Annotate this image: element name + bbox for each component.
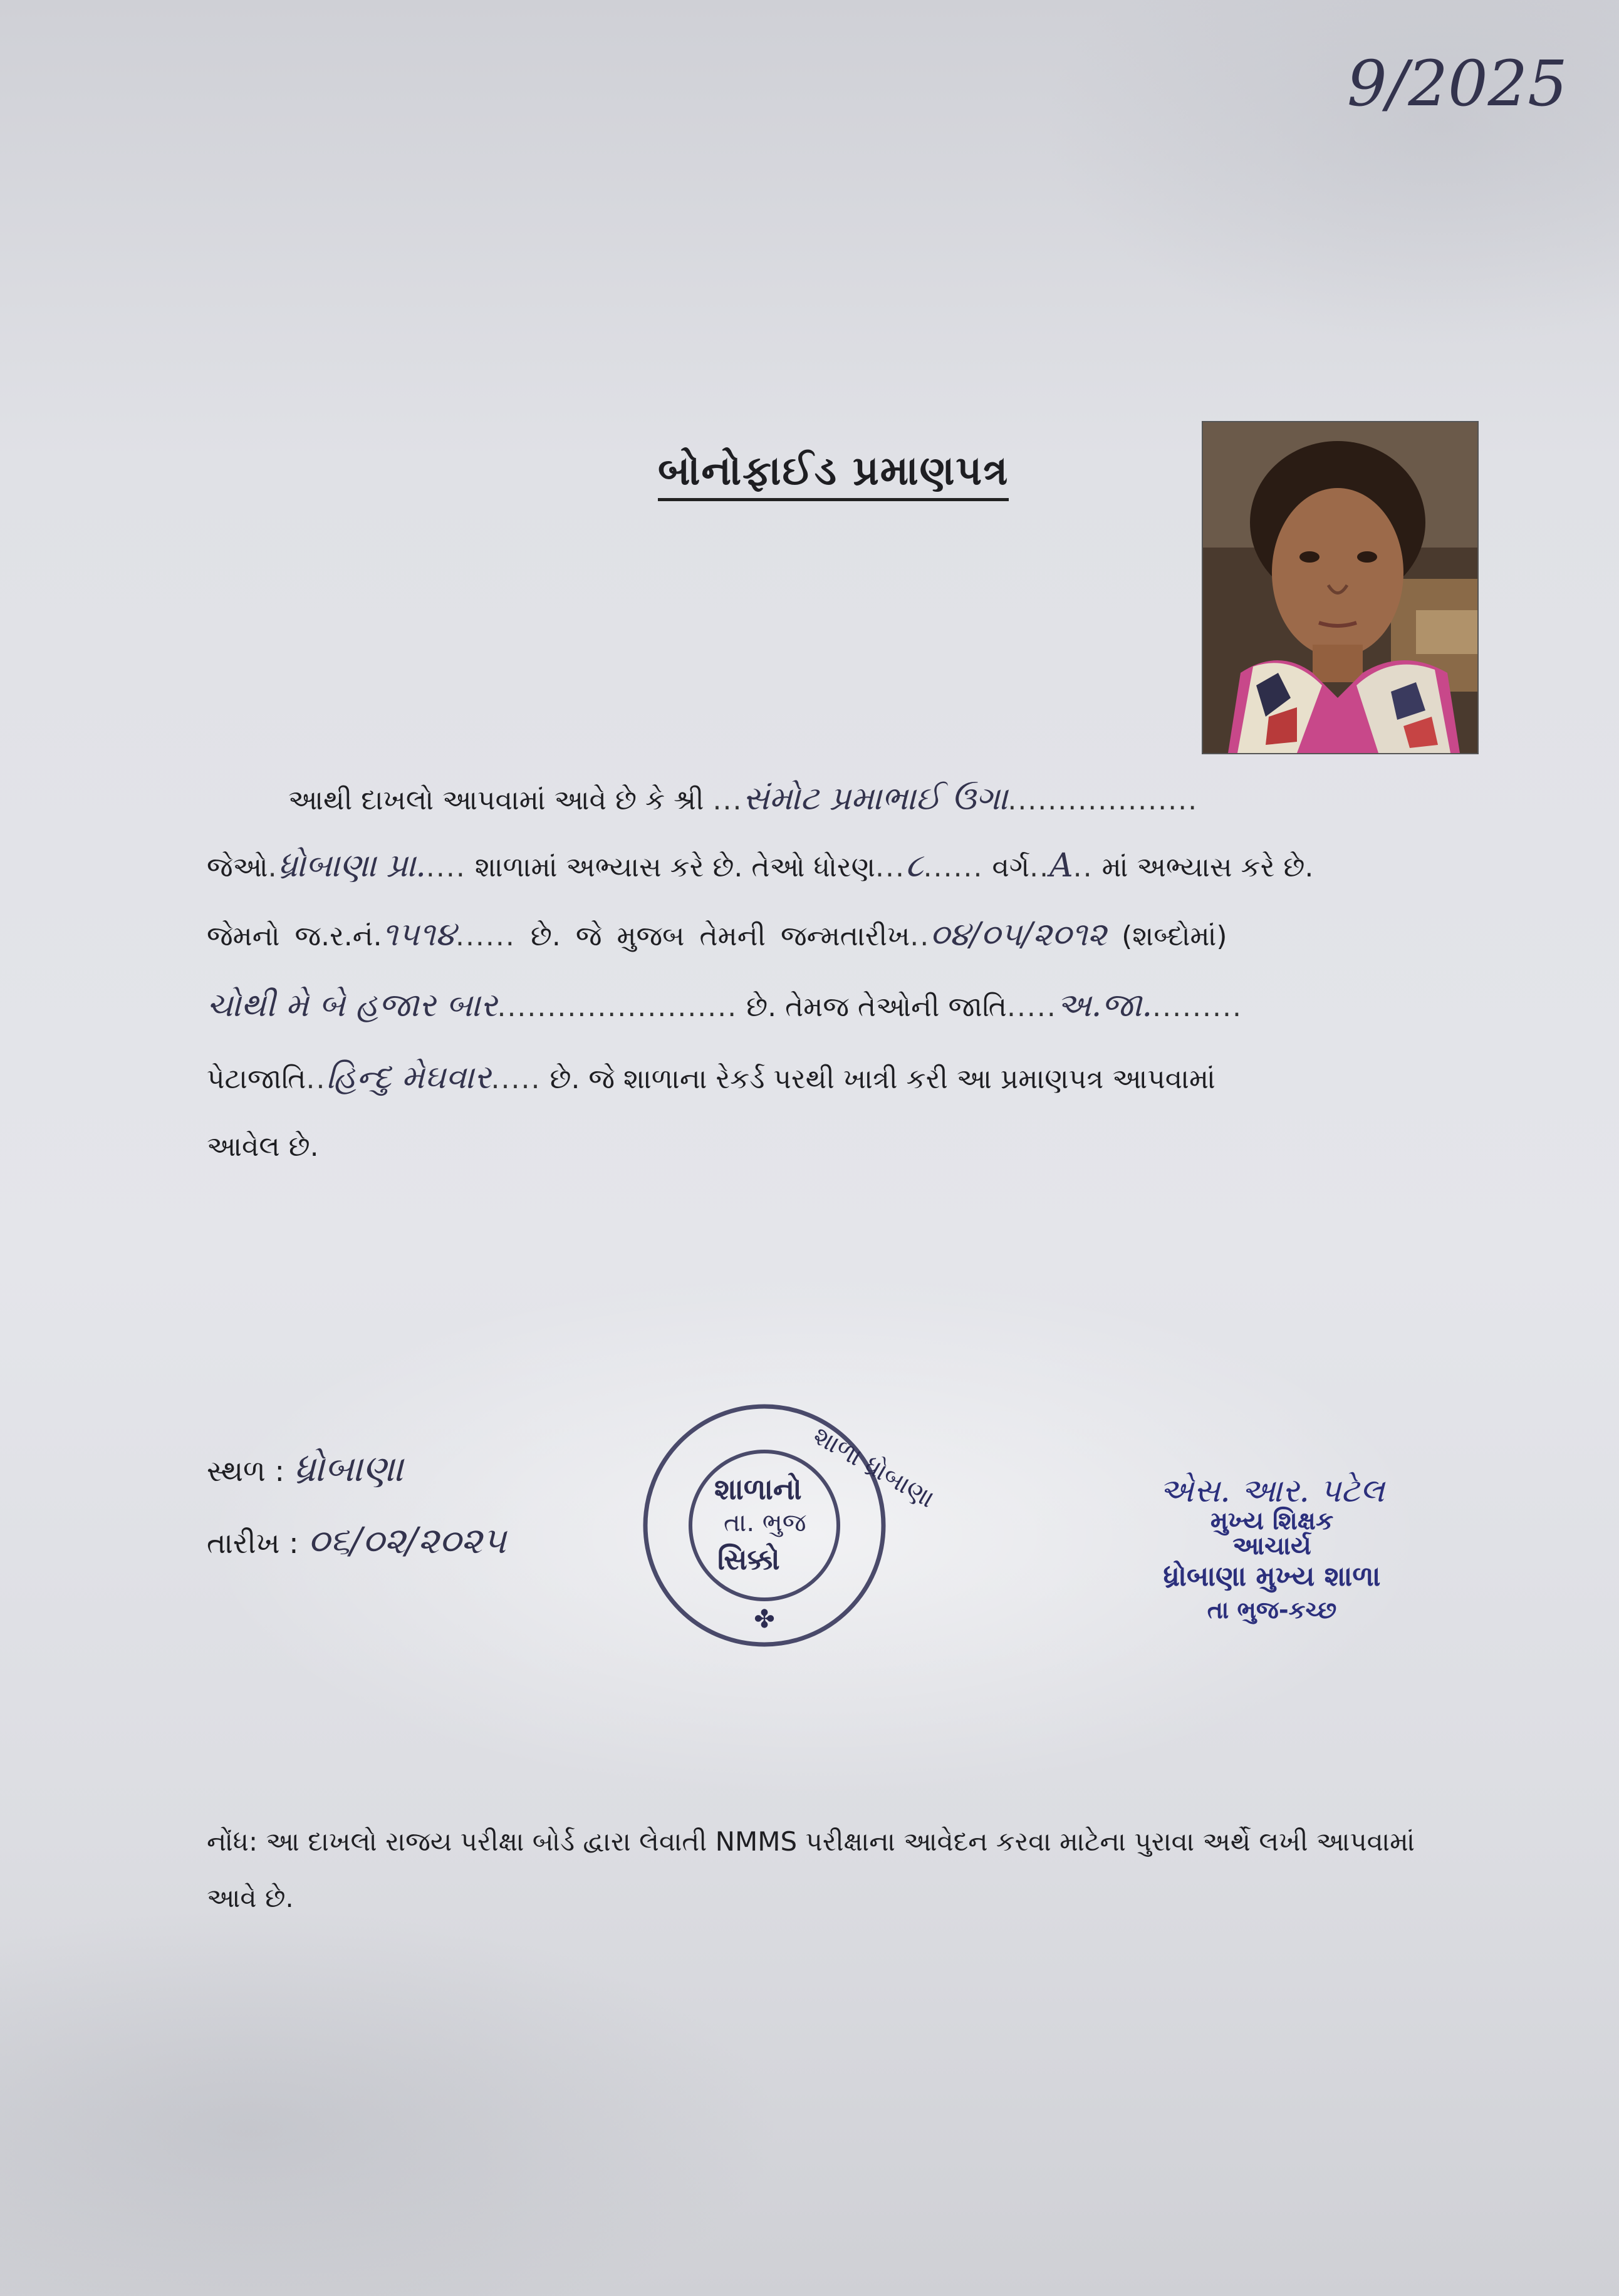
statement-line-4: ચોથી મે બે હજાર બાર........................ છે. તેમજ તેઓની જાતિ.....અ.જા.......... (207, 987, 1242, 1024)
principal-school: ધ્રોબાણા મુખ્ય શાળા (1163, 1561, 1381, 1592)
svg-text:✤: ✤ (754, 1605, 775, 1634)
student-name-field: સંમોટ પ્રમાભાઈ ઉગા (742, 780, 1008, 818)
birth-date-words-field: ચોથી મે બે હજાર બાર (207, 987, 497, 1024)
record-statement: છે. જે શાળાના રેકર્ડ પરથી ખાત્રી કરી આ પ્રમાણપત્ર આપવામાં (549, 1063, 1216, 1095)
principal-taluka: તા ભુજ-કચ્છ (1207, 1596, 1337, 1624)
gr-number-field: ૧૫૧૪ (382, 916, 456, 953)
seal-outer-text: શાળા ધ્રોબાણા (808, 1421, 940, 1514)
statement-line-3: જેમનો જ.ર.નં.૧૫૧૪...... છે. જે મુજબ તેમની જન્મતારીખ..૦૪/૦૫/૨૦૧૨ (શબ્દોમાં) (207, 916, 1227, 953)
statement-line-5: પેટાજાતિ..હિન્દુ મેઘવાર..... છે. જે શાળાના રેકર્ડ પરથી ખાત્રી કરી આ પ્રમાણપત્ર આપવામાં (207, 1059, 1216, 1096)
certificate-title: બોનોફાઈડ પ્રમાણપત્ર (658, 448, 1009, 501)
division-prefix: વર્ગ (992, 851, 1030, 883)
gr-prefix: જેમનો જ.ર.નં. (207, 920, 382, 952)
birth-date-field: ૦૪/૦૫/૨૦૧૨ (930, 916, 1107, 953)
footer-note: નોંધ: આ દાખલો રાજય પરીક્ષા બોર્ડ દ્વારા લેવાતી NMMS પરીક્ષાના આવેદન કરવા માટેના પુરાવા અર્થે લખી આપવામાં આવે છે. (207, 1826, 1415, 1913)
standard-field: ૮ (905, 847, 924, 885)
principal-role-2: આચાર્ય (1232, 1532, 1311, 1561)
study-suffix: માં અભ્યાસ કરે છે. (1101, 851, 1314, 883)
school-seal (636, 1397, 940, 1654)
date-value: ૦૬/૦૨/૨૦૨૫ (308, 1519, 506, 1562)
standard-prefix: શાળામાં અભ્યાસ કરે છે. તેઓ ધોરણ (474, 851, 876, 883)
seal-inner-line-2: તા. ભુજ (724, 1509, 806, 1537)
place-row (207, 1447, 403, 1490)
principal-role: મુખ્ય શિક્ષક (1210, 1507, 1334, 1535)
school-name-field: ધ્રોબાણા પ્રા. (278, 847, 426, 885)
trailing-dots: ................... (1007, 784, 1199, 816)
statement-line-1: આથી દાખલો આપવામાં આવે છે કે શ્રી ...સંમોટ પ્રમાભાઈ ઉગા................... (288, 780, 1199, 818)
in-words-label: (શબ્દોમાં) (1122, 920, 1227, 952)
handwritten-reference-number: 9/2025 (1347, 47, 1568, 120)
seal-inner-line-3: સિક્કો (717, 1542, 780, 1576)
date-row (207, 1519, 506, 1562)
statement-intro: આથી દાખલો આપવામાં આવે છે કે શ્રી (288, 784, 704, 816)
student-photo (1202, 421, 1479, 754)
seal-inner-line-1: શાળાનો (714, 1472, 802, 1506)
statement-line-2: જેઓ.ધ્રોબાણા પ્રા..... શાળામાં અભ્યાસ કરે છે. તેઓ ધોરણ...૮...... વર્ગ..A.. માં અભ્યાસ કરે છે. (207, 847, 1314, 885)
principal-signature-block (1109, 1472, 1435, 1624)
statement-line-6: આવેલ છે. (207, 1131, 319, 1163)
caste-prefix: છે. તેમજ તેઓની જાતિ (746, 991, 1007, 1023)
principal-signature: એસ. આર. પટેલ (1159, 1472, 1385, 1510)
place-label: સ્થળ : (207, 1454, 285, 1488)
school-prefix: જેઓ (207, 851, 268, 883)
birthdate-prefix: છે. જે મુજબ તેમની જન્મતારીખ (530, 920, 910, 952)
student-photo-icon (1203, 422, 1477, 753)
division-field: A (1049, 847, 1073, 885)
place-value: ધ્રોબાણા (293, 1447, 403, 1490)
date-label: તારીખ : (207, 1526, 299, 1560)
sub-caste-field: હિન્દુ મેઘવાર (326, 1059, 491, 1096)
caste-field: અ.જા. (1056, 987, 1153, 1024)
subcaste-prefix: પેટાજાતિ (207, 1063, 306, 1095)
